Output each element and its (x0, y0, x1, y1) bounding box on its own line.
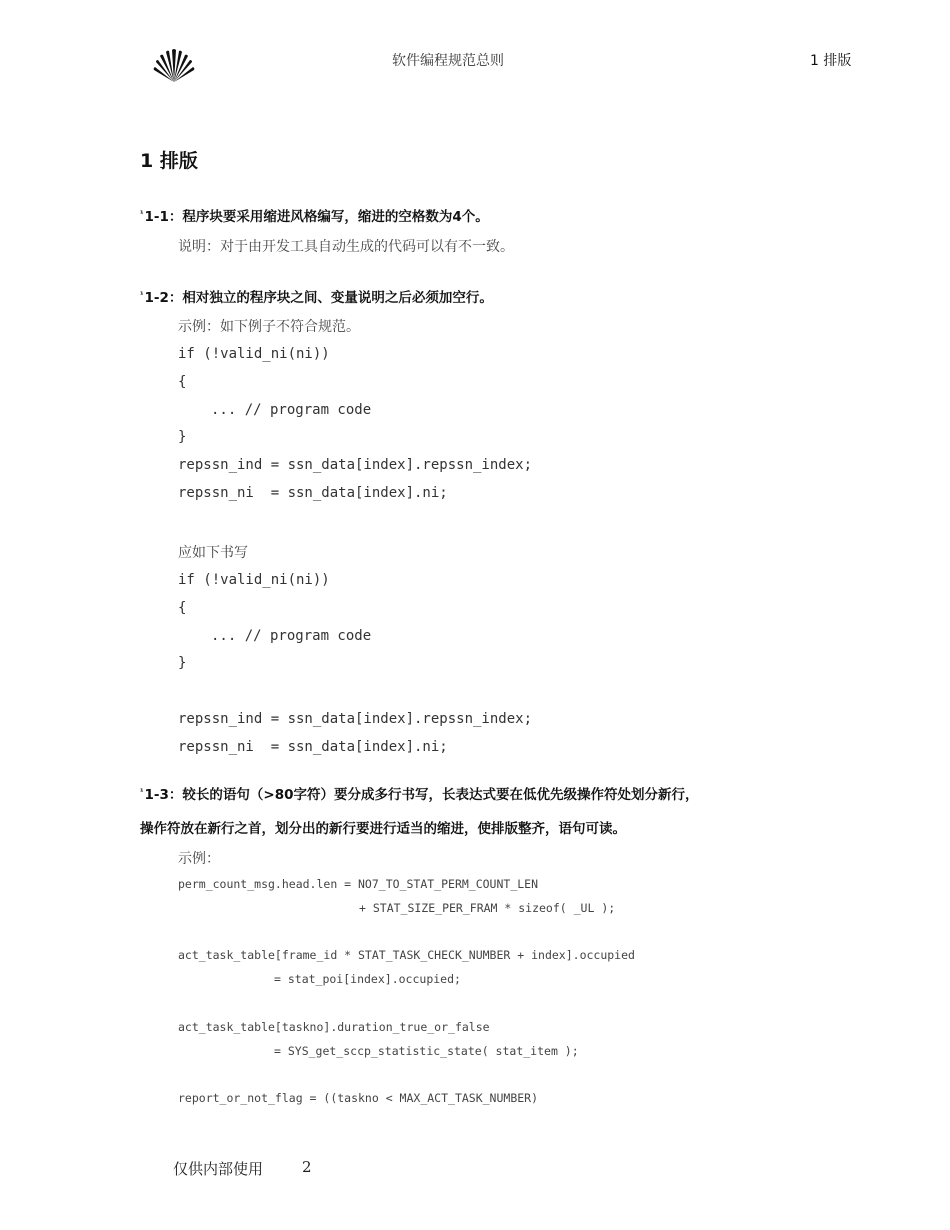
code-line: + STAT_SIZE_PER_FRAM * sizeof( _UL ); (359, 901, 616, 915)
code-line: = SYS_get_sccp_statistic_state( stat_item ); (274, 1044, 579, 1058)
rule-text: 1-3：较长的语句（>80字符）要分成多行书写，长表达式要在低优先级操作符处划分新行， (144, 787, 699, 803)
code-line: repssn_ind = ssn_data[index].repssn_index; (178, 457, 533, 473)
footer-text: 仅供内部使用 (173, 1160, 264, 1178)
code-line: act_task_table[taskno].duration_true_or_false (178, 1020, 490, 1034)
code-line: if (!valid_ni(ni)) (178, 346, 330, 362)
header-title: 软件编程规范总则 (392, 53, 504, 69)
rule-1-1-note: 说明：对于由开发工具自动生成的代码可以有不一致。 (178, 239, 514, 255)
rule-1-3 (140, 783, 699, 803)
header-chapter: 1 排版 (810, 53, 852, 69)
code-line: repssn_ind = ssn_data[index].repssn_index; (178, 711, 533, 727)
bad-example-note: 示例：如下例子不符合规范。 (178, 319, 360, 335)
rule-1-3-line2: 操作符放在新行之首，划分出的新行要进行适当的缩进，使排版整齐，语句可读。 (140, 821, 626, 837)
rule-1-1 (140, 205, 489, 225)
lucent-logo-icon (150, 48, 198, 86)
code-line: perm_count_msg.head.len = NO7_TO_STAT_PERM_COUNT_LEN (178, 877, 539, 891)
code-line: repssn_ni = ssn_data[index].ni; (178, 485, 448, 501)
code-line: { (178, 374, 187, 390)
code-line: if (!valid_ni(ni)) (178, 572, 330, 588)
code-line: } (178, 429, 187, 445)
rule-text: 1-2：相对独立的程序块之间、变量说明之后必须加空行。 (144, 290, 493, 306)
code-line: report_or_not_flag = ((taskno < MAX_ACT_TASK_NUMBER) (178, 1091, 539, 1105)
code-line: ... // program code (211, 402, 372, 418)
code-line: act_task_table[frame_id * STAT_TASK_CHECK_NUMBER + index].occupied (178, 948, 635, 962)
rule-marker: ¹ (140, 289, 144, 299)
good-example-note: 应如下书写 (178, 545, 248, 561)
rule-marker: ¹ (140, 208, 144, 218)
code-line: ... // program code (211, 628, 372, 644)
rule-1-2 (140, 286, 493, 306)
rule-marker: ¹ (140, 786, 144, 796)
example-note: 示例： (178, 851, 220, 867)
code-line: { (178, 600, 187, 616)
page-number: 2 (302, 1158, 312, 1176)
code-line: } (178, 655, 187, 671)
code-line: repssn_ni = ssn_data[index].ni; (178, 739, 448, 755)
section-title: 1 排版 (140, 150, 198, 172)
code-line: = stat_poi[index].occupied; (274, 972, 461, 986)
rule-text: 1-1：程序块要采用缩进风格编写，缩进的空格数为4个。 (144, 209, 489, 225)
